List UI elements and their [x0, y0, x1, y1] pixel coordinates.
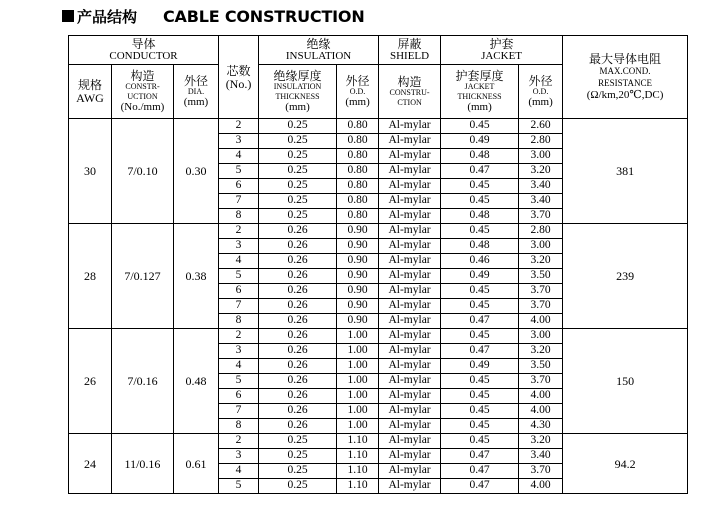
insulation-od-cell: 0.80: [337, 209, 379, 224]
jacket-od-cell: 3.70: [519, 464, 563, 479]
heading-en: CABLE CONSTRUCTION: [163, 6, 365, 26]
insulation-thickness-cell: 0.25: [259, 479, 337, 494]
shield-construction-cell: Al-mylar: [379, 134, 441, 149]
max-resistance-header: 最大导体电阻 MAX.COND. RESISTANCE (Ω/km,20℃,DC): [563, 36, 688, 119]
shield-construction-cell: Al-mylar: [379, 329, 441, 344]
jacket-thickness-cell: 0.45: [441, 329, 519, 344]
insulation-thickness-cell: 0.26: [259, 299, 337, 314]
dia-cell: 0.48: [174, 329, 219, 434]
square-bullet-icon: [62, 10, 74, 22]
insulation-thickness-cell: 0.26: [259, 344, 337, 359]
cores-cell: 8: [219, 419, 259, 434]
jacket-od-cell: 4.30: [519, 419, 563, 434]
shield-construction-cell: Al-mylar: [379, 149, 441, 164]
insulation-od-cell: 1.00: [337, 329, 379, 344]
shield-construction-cell: Al-mylar: [379, 194, 441, 209]
jacket-od-cell: 3.50: [519, 359, 563, 374]
table-row: [69, 329, 688, 344]
shield-construction-cell: Al-mylar: [379, 479, 441, 494]
insulation-od-cell: 0.80: [337, 179, 379, 194]
jacket-thickness-cell: 0.47: [441, 314, 519, 329]
insulation-od-cell: 0.80: [337, 149, 379, 164]
table-row: [69, 224, 688, 239]
shield-construction-cell: Al-mylar: [379, 209, 441, 224]
insulation-thickness-cell: 0.26: [259, 254, 337, 269]
cores-cell: 4: [219, 149, 259, 164]
awg-cell: 30: [69, 119, 112, 224]
construction-cell: 7/0.127: [112, 224, 174, 329]
cores-cell: 6: [219, 389, 259, 404]
jacket-thickness-cell: 0.45: [441, 404, 519, 419]
jacket-thickness-cell: 0.47: [441, 479, 519, 494]
cores-cell: 2: [219, 119, 259, 134]
insulation-thickness-cell: 0.25: [259, 449, 337, 464]
shield-construction-cell: Al-mylar: [379, 269, 441, 284]
insulation-od-cell: 1.10: [337, 434, 379, 449]
insulation-thickness-cell: 0.26: [259, 269, 337, 284]
jacket-thickness-cell: 0.45: [441, 284, 519, 299]
shield-construction-cell: Al-mylar: [379, 434, 441, 449]
shield-construction-cell: Al-mylar: [379, 224, 441, 239]
jacket-od-cell: 3.00: [519, 329, 563, 344]
insulation-od-cell: 0.80: [337, 194, 379, 209]
jacket-thickness-cell: 0.45: [441, 374, 519, 389]
jacket-thickness-cell: 0.47: [441, 164, 519, 179]
shield-construction-cell: Al-mylar: [379, 299, 441, 314]
construction-header: 构造 CONSTR- UCTION (No./mm): [112, 65, 174, 119]
jacket-od-cell: 3.70: [519, 209, 563, 224]
construction-cell: 7/0.10: [112, 119, 174, 224]
jacket-od-cell: 3.50: [519, 269, 563, 284]
insulation-od-cell: 0.80: [337, 164, 379, 179]
cable-construction-table: [68, 35, 688, 494]
insulation-od-cell: 1.10: [337, 464, 379, 479]
cores-cell: 3: [219, 239, 259, 254]
shield-construction-cell: Al-mylar: [379, 404, 441, 419]
insulation-thickness-cell: 0.25: [259, 164, 337, 179]
jacket-thickness-cell: 0.45: [441, 299, 519, 314]
insulation-od-cell: 1.10: [337, 449, 379, 464]
cores-cell: 4: [219, 359, 259, 374]
jacket-thickness-cell: 0.45: [441, 389, 519, 404]
cores-cell: 5: [219, 374, 259, 389]
awg-header: 规格 AWG: [69, 65, 112, 119]
insulation-thickness-cell: 0.25: [259, 134, 337, 149]
jacket-thickness-cell: 0.49: [441, 269, 519, 284]
shield-construction-cell: Al-mylar: [379, 359, 441, 374]
shield-construction-cell: Al-mylar: [379, 389, 441, 404]
insulation-thickness-cell: 0.25: [259, 149, 337, 164]
cores-cell: 7: [219, 299, 259, 314]
jacket-od-header: 外径 O.D. (mm): [519, 65, 563, 119]
insulation-od-cell: 0.90: [337, 314, 379, 329]
insulation-thickness-cell: 0.26: [259, 314, 337, 329]
shield-construction-cell: Al-mylar: [379, 464, 441, 479]
insulation-thickness-cell: 0.26: [259, 404, 337, 419]
jacket-thickness-cell: 0.45: [441, 194, 519, 209]
shield-construction-cell: Al-mylar: [379, 284, 441, 299]
insulation-od-cell: 0.80: [337, 134, 379, 149]
awg-cell: 24: [69, 434, 112, 494]
insulation-od-cell: 1.10: [337, 479, 379, 494]
cores-cell: 2: [219, 224, 259, 239]
insulation-thickness-cell: 0.26: [259, 419, 337, 434]
insulation-thickness-cell: 0.26: [259, 374, 337, 389]
insulation-thickness-cell: 0.26: [259, 329, 337, 344]
insulation-thickness-cell: 0.26: [259, 359, 337, 374]
insulation-thickness-cell: 0.25: [259, 119, 337, 134]
insulation-thickness-cell: 0.25: [259, 464, 337, 479]
insulation-thickness-header: 绝缘厚度 INSULATION THICKNESS (mm): [259, 65, 337, 119]
resistance-cell: 381: [563, 119, 688, 224]
cores-cell: 2: [219, 329, 259, 344]
jacket-thickness-cell: 0.47: [441, 449, 519, 464]
cores-header: 芯数 (No.): [219, 36, 259, 119]
cores-cell: 5: [219, 164, 259, 179]
jacket-od-cell: 3.20: [519, 164, 563, 179]
shield-header: 屏蔽 SHIELD: [379, 36, 441, 65]
insulation-od-cell: 0.90: [337, 284, 379, 299]
dia-cell: 0.30: [174, 119, 219, 224]
insulation-od-cell: 0.90: [337, 269, 379, 284]
jacket-od-cell: 3.20: [519, 254, 563, 269]
shield-construction-cell: Al-mylar: [379, 419, 441, 434]
insulation-od-cell: 0.90: [337, 299, 379, 314]
insulation-od-cell: 1.00: [337, 419, 379, 434]
insulation-od-cell: 1.00: [337, 404, 379, 419]
insulation-od-cell: 0.90: [337, 239, 379, 254]
jacket-thickness-cell: 0.45: [441, 419, 519, 434]
insulation-od-cell: 1.00: [337, 374, 379, 389]
cores-cell: 6: [219, 284, 259, 299]
jacket-od-cell: 4.00: [519, 404, 563, 419]
shield-construction-cell: Al-mylar: [379, 449, 441, 464]
jacket-od-cell: 4.00: [519, 389, 563, 404]
conductor-header: 导体 CONDUCTOR: [69, 36, 219, 65]
resistance-cell: 94.2: [563, 434, 688, 494]
jacket-od-cell: 3.20: [519, 344, 563, 359]
jacket-od-cell: 3.40: [519, 194, 563, 209]
insulation-thickness-cell: 0.26: [259, 389, 337, 404]
jacket-thickness-header: 护套厚度 JACKET THICKNESS (mm): [441, 65, 519, 119]
cores-cell: 3: [219, 449, 259, 464]
construction-cell: 11/0.16: [112, 434, 174, 494]
insulation-header: 绝缘 INSULATION: [259, 36, 379, 65]
cores-cell: 7: [219, 194, 259, 209]
cores-cell: 6: [219, 179, 259, 194]
insulation-thickness-cell: 0.25: [259, 194, 337, 209]
cores-cell: 4: [219, 254, 259, 269]
awg-cell: 28: [69, 224, 112, 329]
heading-zh: 产品结构: [77, 7, 138, 26]
insulation-thickness-cell: 0.26: [259, 284, 337, 299]
table-row: [69, 119, 688, 134]
shield-construction-cell: Al-mylar: [379, 239, 441, 254]
insulation-od-header: 外径 O.D. (mm): [337, 65, 379, 119]
cores-cell: 3: [219, 344, 259, 359]
construction-cell: 7/0.16: [112, 329, 174, 434]
jacket-od-cell: 3.00: [519, 239, 563, 254]
jacket-od-cell: 3.00: [519, 149, 563, 164]
insulation-od-cell: 0.80: [337, 119, 379, 134]
jacket-thickness-cell: 0.45: [441, 434, 519, 449]
cores-cell: 7: [219, 404, 259, 419]
jacket-thickness-cell: 0.46: [441, 254, 519, 269]
shield-construction-cell: Al-mylar: [379, 374, 441, 389]
insulation-thickness-cell: 0.26: [259, 239, 337, 254]
jacket-header: 护套 JACKET: [441, 36, 563, 65]
jacket-thickness-cell: 0.49: [441, 134, 519, 149]
insulation-od-cell: 1.00: [337, 389, 379, 404]
shield-construction-cell: Al-mylar: [379, 164, 441, 179]
jacket-thickness-cell: 0.48: [441, 209, 519, 224]
jacket-od-cell: 4.00: [519, 479, 563, 494]
awg-cell: 26: [69, 329, 112, 434]
jacket-od-cell: 3.70: [519, 284, 563, 299]
jacket-thickness-cell: 0.47: [441, 344, 519, 359]
jacket-thickness-cell: 0.47: [441, 464, 519, 479]
jacket-thickness-cell: 0.45: [441, 179, 519, 194]
resistance-cell: 150: [563, 329, 688, 434]
jacket-thickness-cell: 0.45: [441, 119, 519, 134]
insulation-od-cell: 1.00: [337, 359, 379, 374]
insulation-od-cell: 0.90: [337, 254, 379, 269]
jacket-od-cell: 3.40: [519, 449, 563, 464]
dia-cell: 0.61: [174, 434, 219, 494]
jacket-od-cell: 2.80: [519, 134, 563, 149]
shield-construction-cell: Al-mylar: [379, 254, 441, 269]
jacket-thickness-cell: 0.49: [441, 359, 519, 374]
jacket-od-cell: 4.00: [519, 314, 563, 329]
cores-cell: 5: [219, 269, 259, 284]
shield-construction-cell: Al-mylar: [379, 119, 441, 134]
cores-cell: 5: [219, 479, 259, 494]
jacket-od-cell: 3.70: [519, 374, 563, 389]
jacket-od-cell: 3.70: [519, 299, 563, 314]
jacket-od-cell: 2.60: [519, 119, 563, 134]
insulation-thickness-cell: 0.25: [259, 179, 337, 194]
insulation-thickness-cell: 0.26: [259, 224, 337, 239]
insulation-thickness-cell: 0.25: [259, 209, 337, 224]
insulation-od-cell: 1.00: [337, 344, 379, 359]
shield-construction-cell: Al-mylar: [379, 344, 441, 359]
jacket-thickness-cell: 0.45: [441, 224, 519, 239]
cores-cell: 2: [219, 434, 259, 449]
jacket-od-cell: 3.20: [519, 434, 563, 449]
jacket-od-cell: 2.80: [519, 224, 563, 239]
dia-header: 外径 DIA. (mm): [174, 65, 219, 119]
insulation-thickness-cell: 0.25: [259, 434, 337, 449]
table-row: [69, 434, 688, 449]
shield-construction-cell: Al-mylar: [379, 179, 441, 194]
shield-construction-cell: Al-mylar: [379, 314, 441, 329]
page-heading: [62, 5, 365, 27]
shield-construction-header: 构造 CONSTRU- CTION: [379, 65, 441, 119]
jacket-thickness-cell: 0.48: [441, 239, 519, 254]
jacket-od-cell: 3.40: [519, 179, 563, 194]
cores-cell: 3: [219, 134, 259, 149]
resistance-cell: 239: [563, 224, 688, 329]
insulation-od-cell: 0.90: [337, 224, 379, 239]
cores-cell: 4: [219, 464, 259, 479]
dia-cell: 0.38: [174, 224, 219, 329]
cores-cell: 8: [219, 314, 259, 329]
cores-cell: 8: [219, 209, 259, 224]
jacket-thickness-cell: 0.48: [441, 149, 519, 164]
